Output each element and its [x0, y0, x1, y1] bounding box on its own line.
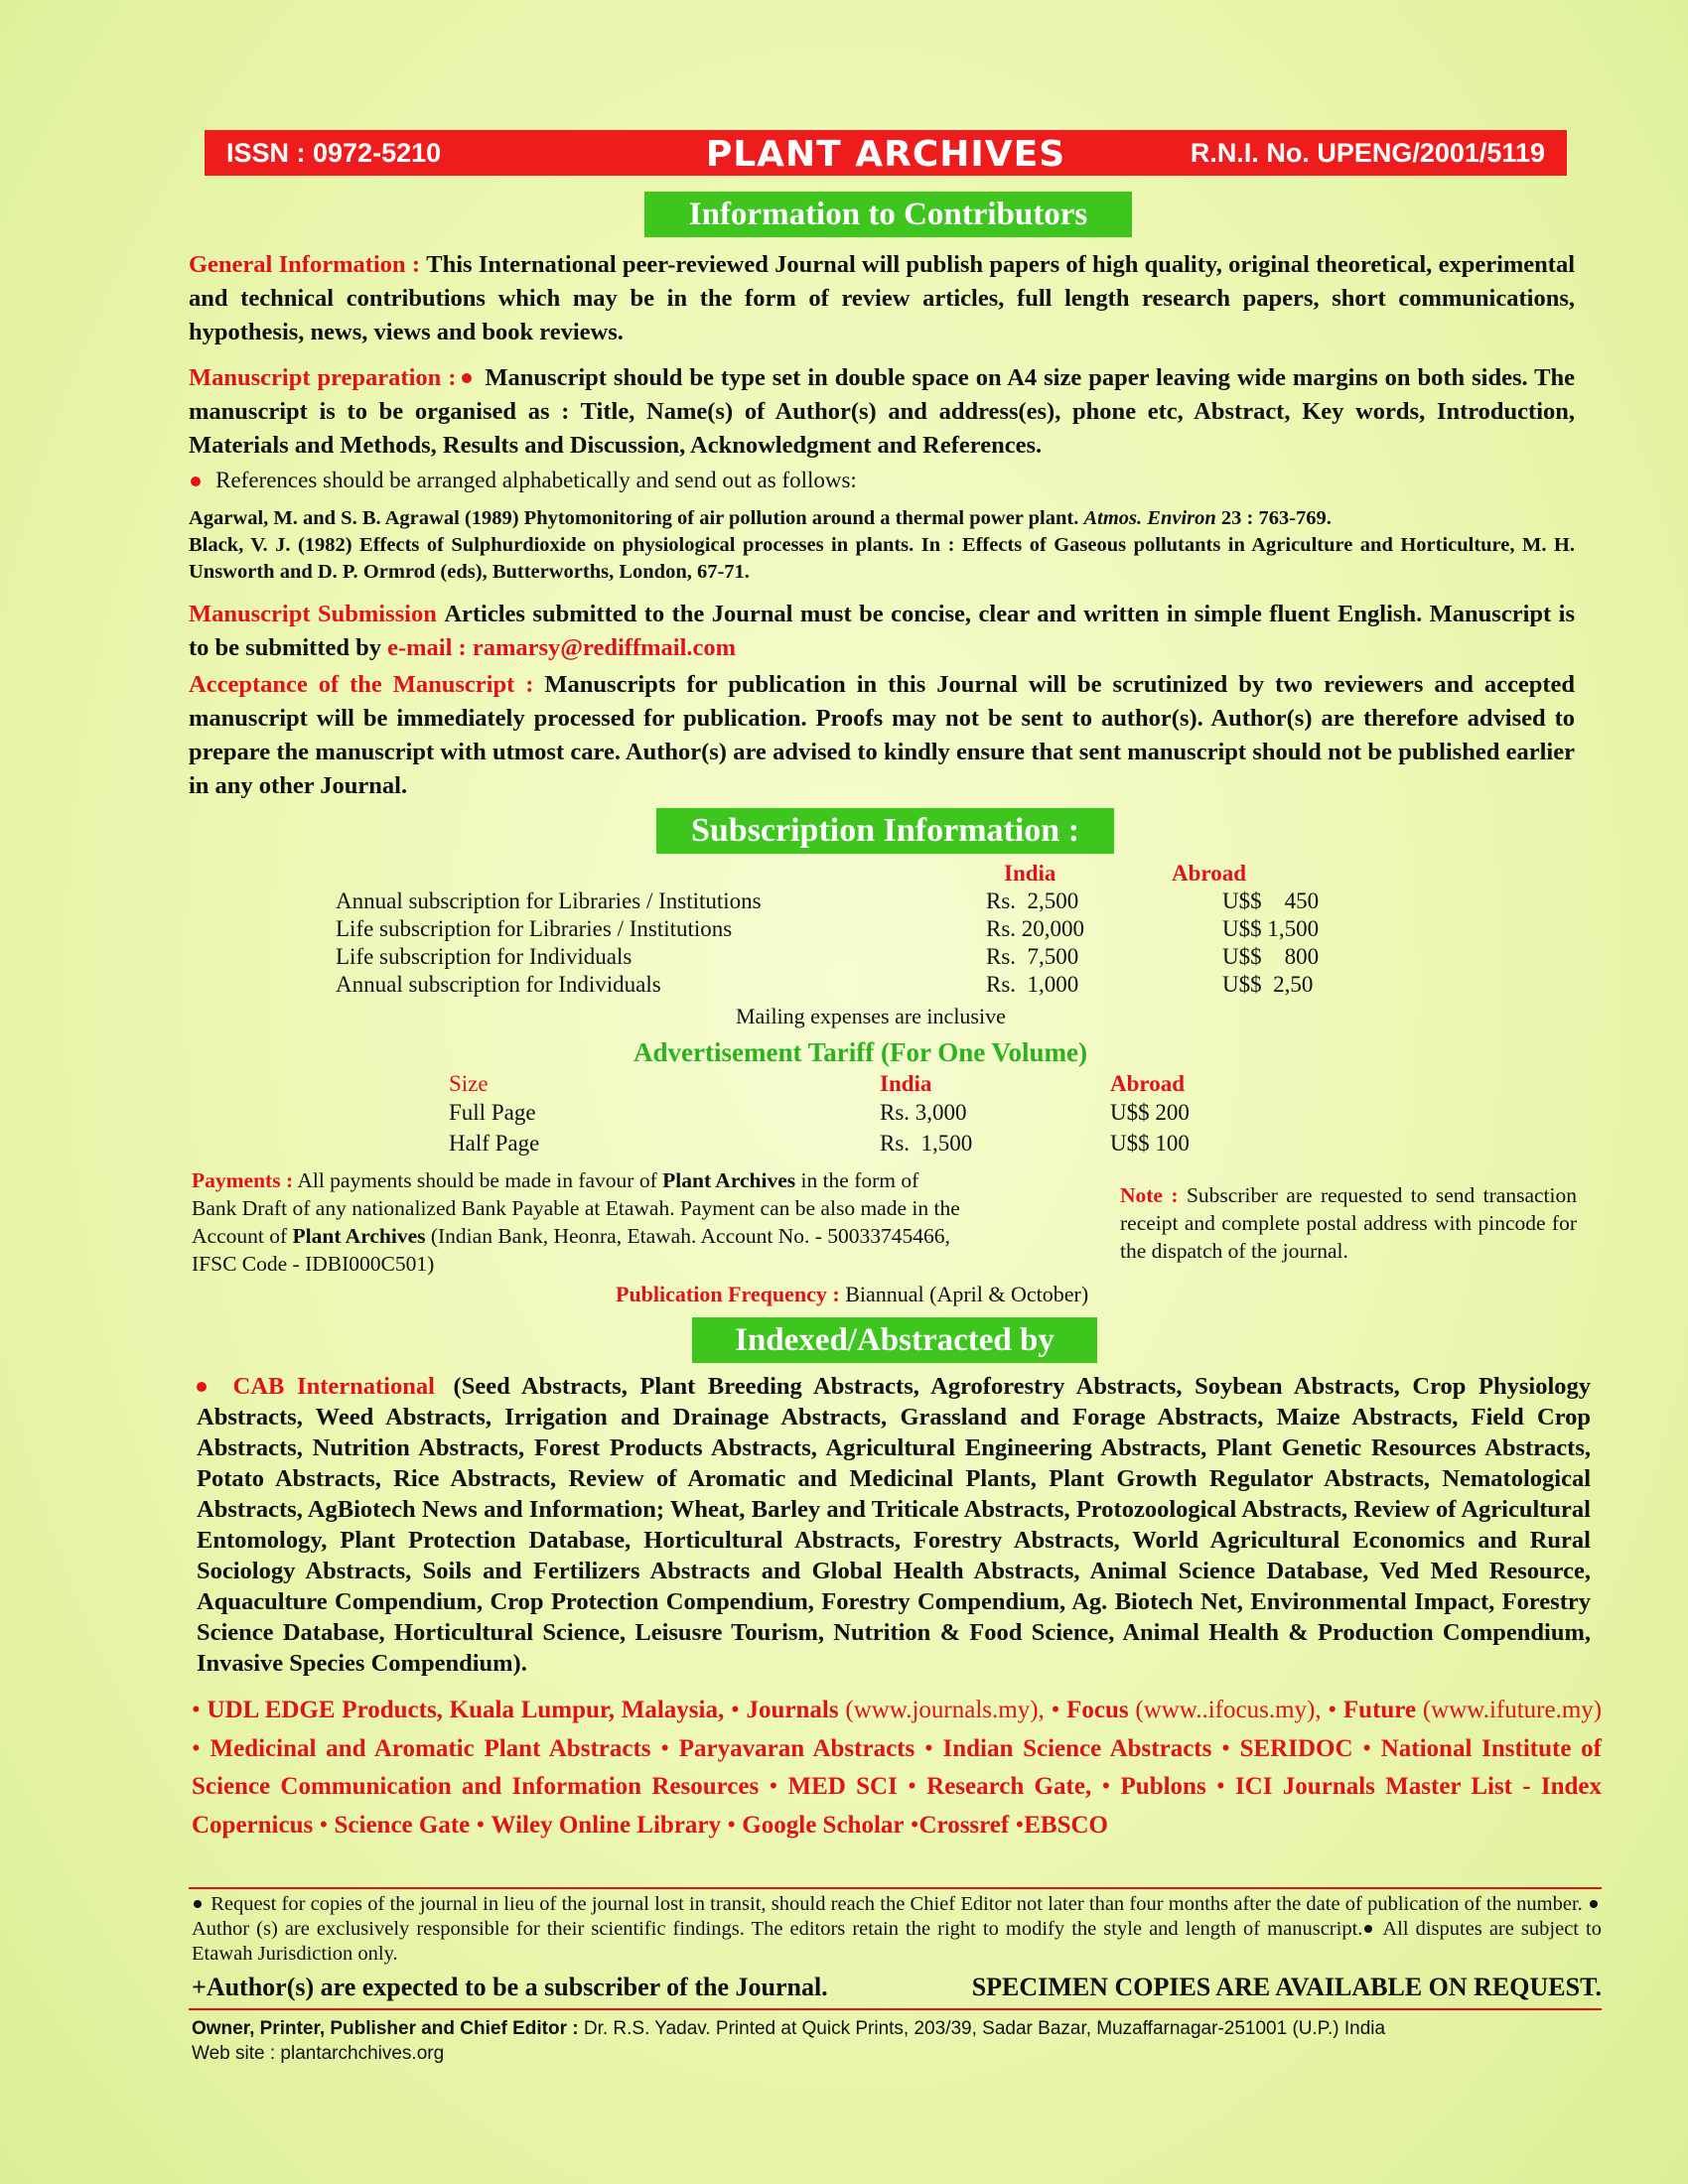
owner-lead: Owner, Printer, Publisher and Chief Editor :	[192, 2018, 579, 2039]
bullet-icon: •	[660, 1734, 670, 1762]
subscription-banner-text: Subscription Information :	[690, 812, 1080, 849]
bullet-icon	[194, 1900, 202, 1908]
bullet-icon: •	[1015, 1811, 1025, 1839]
payments-text-3: (Indian Bank, Heonra, Etawah. Account No. - 50033745466, IFSC Code - IDBI000C501)	[192, 1224, 950, 1276]
bullet-icon: •	[1328, 1697, 1337, 1723]
cab-international	[197, 1371, 1591, 1679]
advertisement-row-size: Full Page	[449, 1100, 536, 1125]
bullet-icon: •	[1051, 1697, 1060, 1723]
subscription-row-label: Annual subscription for Libraries / Institutions	[336, 888, 762, 913]
subscription-row-india: Rs. 20,000	[986, 916, 1085, 941]
cab-lead: CAB International	[232, 1373, 435, 1400]
footnote-1: Request for copies of the journal in lieu of the journal lost in transit, should reach the Chief Editor not later than four months after the date of publication of the number.	[211, 1893, 1583, 1915]
subscription-row-india: Rs. 7,500	[986, 944, 1079, 969]
indexer-item: Research Gate,	[926, 1773, 1092, 1800]
subscription-row-label: Annual subscription for Individuals	[336, 972, 661, 997]
subscription-row-label: Life subscription for Individuals	[336, 944, 633, 969]
subscription-row-india: Rs. 2,500	[986, 888, 1079, 913]
bullet-icon: •	[908, 1773, 916, 1800]
reference-1	[189, 505, 1575, 532]
indexer-item: Indian Science Abstracts	[942, 1734, 1212, 1762]
payments	[192, 1166, 966, 1278]
indexer-future-url[interactable]: (www.ifuture.my)	[1422, 1697, 1603, 1723]
bullet-icon	[1364, 1925, 1372, 1933]
subscription-col-abroad: Abroad	[1172, 861, 1246, 886]
bullet-icon: •	[910, 1811, 919, 1839]
manuscript-submission	[189, 598, 1575, 665]
indexer-journals: Journals	[746, 1697, 839, 1723]
references-intro	[189, 467, 1575, 495]
reference-2	[189, 532, 1575, 586]
bullet-icon	[197, 1382, 207, 1392]
owner-info	[192, 2016, 1602, 2066]
advertisement-row-india: Rs. 1,500	[880, 1131, 973, 1156]
publication-frequency	[616, 1282, 1088, 1307]
subscription-banner	[656, 808, 1114, 854]
divider	[189, 2008, 1602, 2010]
email-label: e-mail :	[387, 634, 467, 661]
advertisement-row-abroad: U$$ 200	[1110, 1100, 1190, 1125]
bullet-icon: •	[730, 1697, 740, 1723]
bullet-icon	[1590, 1900, 1598, 1908]
specimen-copies: SPECIMEN COPIES ARE AVAILABLE ON REQUEST.	[971, 1973, 1602, 2001]
bullet-icon: •	[1101, 1773, 1111, 1800]
subscription-row-label: Life subscription for Libraries / Institutions	[336, 916, 733, 941]
bullet-icon: •	[1215, 1773, 1225, 1800]
indexer-item: Wiley Online Library	[491, 1811, 722, 1839]
header-bar	[205, 130, 1567, 176]
general-information-text: This International peer-reviewed Journal will publish papers of high quality, original theoretical, experimental and technical contributions which may be in the form of review articles, full length research papers, short communications, hypothesis, news, views and book reviews.	[189, 251, 1575, 345]
indexer-item: Science Gate	[334, 1811, 471, 1839]
payments-name-2: Plant Archives	[292, 1224, 426, 1248]
advertisement-row-size: Half Page	[449, 1131, 540, 1156]
note	[1120, 1181, 1577, 1265]
footnotes	[192, 1892, 1602, 1967]
bullet-icon: •	[476, 1811, 486, 1839]
advertisement-col-size: Size	[449, 1071, 489, 1096]
bullet-icon: •	[769, 1773, 778, 1800]
rni-number: R.N.I. No. UPENG/2001/5119	[1190, 138, 1545, 168]
indexer-focus: Focus	[1066, 1697, 1129, 1723]
references	[189, 467, 1575, 586]
publication-frequency-value: Biannual (April & October)	[845, 1282, 1089, 1306]
acceptance-text: Manuscripts for publication in this Journal will be scrutinized by two reviewers and accepted manuscript will be immediately processed for publication. Proofs may not be sent to author(s). Author(s) are therefore advised to prepare the manuscript with utmost care. Author(s) are advised to kindly ensure that sent manuscript should not be published earlier in any other Journal.	[189, 671, 1576, 799]
indexer-future: Future	[1342, 1697, 1417, 1723]
closing-line	[192, 1973, 1602, 2002]
subscription-col-india: India	[1004, 861, 1056, 886]
manuscript-preparation	[189, 361, 1575, 463]
bullet-icon: •	[1221, 1734, 1230, 1762]
advertisement-title: Advertisement Tariff (For One Volume)	[633, 1037, 1087, 1067]
website[interactable]: Web site : plantarchchives.org	[192, 2043, 445, 2064]
bullet-icon: •	[192, 1697, 201, 1723]
email-address[interactable]: ramarsy@rediffmail.com	[472, 634, 737, 661]
indexer-udl: UDL EDGE Products, Kuala Lumpur, Malaysia,	[207, 1697, 725, 1723]
general-information	[189, 248, 1575, 349]
subscription-row-abroad: U$$ 2,50	[1222, 972, 1314, 997]
note-text: Subscriber are requested to send transaction receipt and complete postal address with pincode for the dispatch of the journal.	[1120, 1183, 1577, 1263]
advertisement-col-abroad: Abroad	[1110, 1071, 1185, 1096]
indexer-item: Medicinal and Aromatic Plant Abstracts	[210, 1734, 651, 1762]
subscription-row-abroad: U$$ 1,500	[1222, 916, 1320, 941]
footnote-3: All disputes are subject to Etawah Jurisdiction only.	[192, 1918, 1602, 1965]
payments-text-2: in the form of Bank Draft of any nationalized Bank Payable at Etawah. Payment can be also made in the Account of	[192, 1168, 960, 1248]
reference-1-volume: 23	[1220, 507, 1242, 529]
manuscript-preparation-text: Manuscript should be type set in double space on A4 size paper leaving wide margins on both sides. The manuscript is to be organised as : Title, Name(s) of Author(s) and address(es), phone etc, Abstract, Key words, Introduction, Materials and Methods, Results and Discussion, Acknowledgment and References.	[189, 364, 1576, 459]
contributors-banner	[644, 192, 1132, 237]
indexer-focus-url[interactable]: (www..ifocus.my),	[1135, 1697, 1322, 1723]
indexer-item: Paryavaran Abstracts	[678, 1734, 915, 1762]
acceptance	[189, 668, 1575, 803]
reference-1-text: Agarwal, M. and S. B. Agrawal (1989) Phytomonitoring of air pollution around a thermal power plant.	[189, 507, 1079, 529]
note-lead: Note :	[1120, 1183, 1179, 1207]
indexer-journals-url[interactable]: (www.journals.my),	[845, 1697, 1045, 1723]
acceptance-lead: Acceptance of the Manuscript :	[189, 671, 534, 698]
divider	[189, 1887, 1602, 1889]
reference-1-pages: : 763-769.	[1246, 507, 1332, 529]
manuscript-preparation-lead: Manuscript preparation :	[189, 364, 457, 391]
indexed-banner-text: Indexed/Abstracted by	[735, 1322, 1055, 1358]
indexer-item: EBSCO	[1024, 1811, 1109, 1839]
general-information-lead: General Information :	[189, 251, 420, 278]
submission-lead: Manuscript Submission	[189, 601, 437, 627]
reference-2-text: Black, V. J. (1982) Effects of Sulphurdioxide on physiological processes in plants. In : Effects of Gaseous pollutants in Agriculture and Horticulture, M. H. Unsworth and D. P. Ormrod (eds), Butterworths, London, 67-71.	[189, 534, 1575, 583]
bullet-icon: •	[727, 1811, 737, 1839]
payments-name-1: Plant Archives	[662, 1168, 796, 1192]
subscription-row-india: Rs. 1,000	[986, 972, 1079, 997]
advertisement-row-india: Rs. 3,000	[880, 1100, 967, 1125]
indexer-item: MED SCI	[787, 1773, 898, 1800]
journal-title: PLANT ARCHIVES	[705, 134, 1066, 175]
cab-text: (Seed Abstracts, Plant Breeding Abstracts, Agroforestry Abstracts, Soybean Abstracts, Crop Physiology Abstracts, Weed Abstracts, Irrigation and Drainage Abstracts, Grassland and Forage Abstracts, Maize Abstracts, Field Crop Abstracts, Nutrition Abstracts, Forest Products Abstracts, Agricultural Engineering Abstracts, Plant Genetic Resources Abstracts, Potato Abstracts, Rice Abstracts, Review of Aromatic and Medicinal Plants, Plant Growth Regulator Abstracts, Nematological Abstracts, AgBiotech News and Information; Wheat, Barley and Triticale Abstracts, Protozoological Abstracts, Review of Agricultural Entomology, Plant Protection Database, Horticultural Abstracts, Forestry Abstracts, World Agricultural Economics and Rural Sociology Abstracts, Soils and Fertilizers Abstracts and Global Health Abstracts, Animal Science Database, Ved Med Resource, Aquaculture Compendium, Crop Protection Compendium, Forestry Compendium, Ag. Biotech Net, Environmental Impact, Forestry Science Database, Horticultural Science, Leisusre Tourism, Nutrition & Food Science, Animal Health & Production Compendium, Invasive Species Compendium).	[197, 1373, 1592, 1677]
indexer-item: Crossref	[918, 1811, 1010, 1839]
payments-text-1: All payments should be made in favour of	[297, 1168, 657, 1192]
publication-frequency-lead: Publication Frequency :	[616, 1282, 840, 1306]
bullet-icon: •	[192, 1734, 201, 1762]
submission-text: Articles submitted to the Journal must be concise, clear and written in simple fluent English. Manuscript is to be submitted by	[189, 601, 1575, 661]
references-intro-text: References should be arranged alphabetically and send out as follows:	[215, 468, 857, 492]
bullet-icon	[462, 373, 472, 383]
subscription-row-abroad: U$$ 450	[1222, 888, 1320, 913]
bullet-icon: •	[1362, 1734, 1371, 1762]
indexed-banner	[692, 1317, 1097, 1363]
advertisement-col-india: India	[880, 1071, 932, 1096]
advertisement-row-abroad: U$$ 100	[1110, 1131, 1190, 1156]
indexer-item: Publons	[1120, 1773, 1206, 1800]
bullet-icon: •	[923, 1734, 933, 1762]
footnote-2: Author (s) are exclusively responsible for their scientific findings. The editors retain the right to modify the style and length of manuscript.	[192, 1918, 1363, 1940]
subscription-row-abroad: U$$ 800	[1222, 944, 1320, 969]
mailing-note: Mailing expenses are inclusive	[736, 1004, 1006, 1028]
payments-lead: Payments :	[192, 1168, 294, 1192]
indexer-item: SERIDOC	[1239, 1734, 1353, 1762]
bullet-icon	[191, 477, 201, 486]
issn: ISSN : 0972-5210	[226, 138, 442, 168]
subscriber-requirement: +Author(s) are expected to be a subscriber of the Journal.	[192, 1973, 828, 2001]
owner-text: Dr. R.S. Yadav. Printed at Quick Prints, 203/39, Sadar Bazar, Muzaffarnagar-251001 (U.P.) India	[583, 2018, 1386, 2039]
contributors-banner-text: Information to Contributors	[688, 197, 1088, 232]
indexer-item: National Institute of Science Communication and Information Resources	[192, 1734, 1602, 1800]
bullet-icon: •	[319, 1811, 329, 1839]
reference-1-journal: Atmos. Environ	[1083, 507, 1216, 529]
indexer-item: Google Scholar	[742, 1811, 905, 1839]
other-indexers	[192, 1692, 1602, 1844]
indexer-item: ICI Journals Master List - Index Copernicus	[192, 1773, 1603, 1839]
